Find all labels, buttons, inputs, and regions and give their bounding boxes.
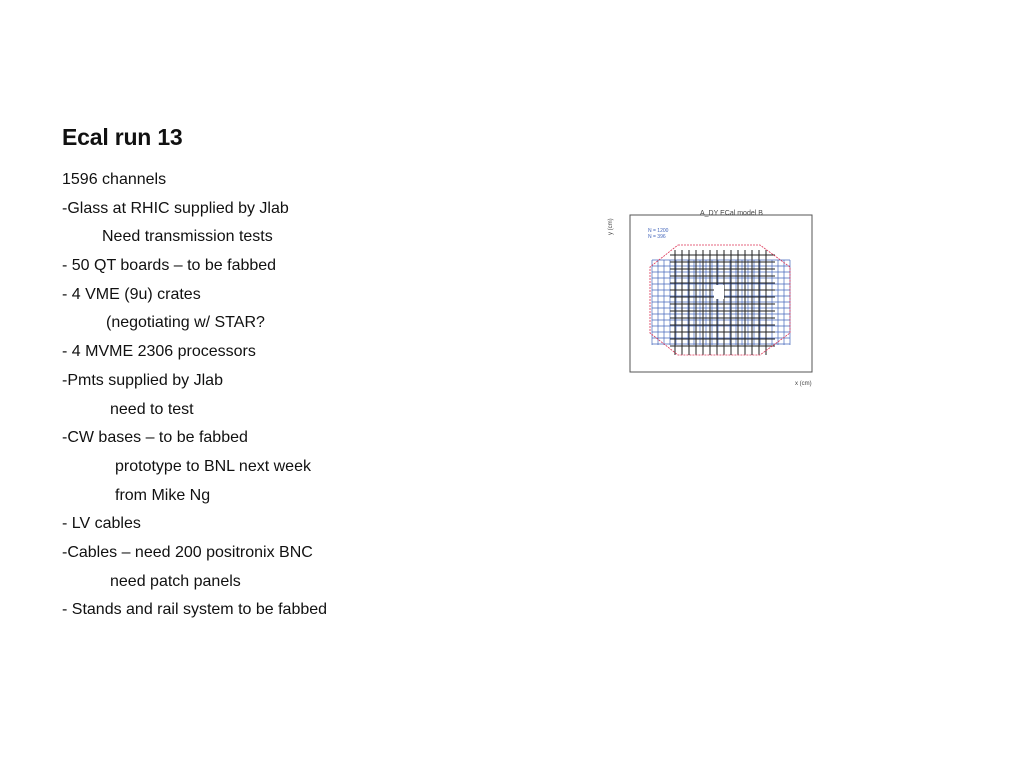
bullet-line: need patch panels <box>110 572 241 590</box>
beam-hole <box>714 285 724 299</box>
legend-entry-1: N = 1200 <box>648 228 669 234</box>
bullet-line: - Stands and rail system to be fabbed <box>62 601 328 619</box>
bullet-line: -Cables – need 200 positronix BNC <box>62 543 313 561</box>
bullet-line: from Mike Ng <box>115 486 211 504</box>
legend-entry-2: N = 396 <box>648 234 666 240</box>
module-grid <box>650 245 790 355</box>
bullet-line: -Pmts supplied by Jlab <box>62 371 223 389</box>
bullet-line: -CW bases – to be fabbed <box>62 429 248 447</box>
bullet-line: - 4 MVME 2306 processors <box>62 343 256 361</box>
bullet-line: 1596 channels <box>62 171 167 188</box>
bullet-list <box>62 166 327 625</box>
bullet-line: need to test <box>110 400 194 418</box>
plot-title: A_DY ECal model B <box>700 210 763 217</box>
bullet-line: - 50 QT boards – to be fabbed <box>62 257 277 275</box>
bullet-line: -Glass at RHIC supplied by Jlab <box>62 199 289 217</box>
bullet-line: Need transmission tests <box>102 228 273 246</box>
y-axis-label: y (cm) <box>608 218 614 235</box>
bullet-line: prototype to BNL next week <box>115 457 311 475</box>
ecal-layout-figure <box>600 205 860 390</box>
bullet-line: - 4 VME (9u) crates <box>62 285 201 303</box>
slide-title: Ecal run 13 <box>62 124 183 150</box>
x-axis-label: x (cm) <box>795 381 812 387</box>
bullet-line: - LV cables <box>62 515 141 533</box>
bullet-line: (negotiating w/ STAR? <box>106 314 265 332</box>
ecal-layout-plot <box>600 205 860 390</box>
